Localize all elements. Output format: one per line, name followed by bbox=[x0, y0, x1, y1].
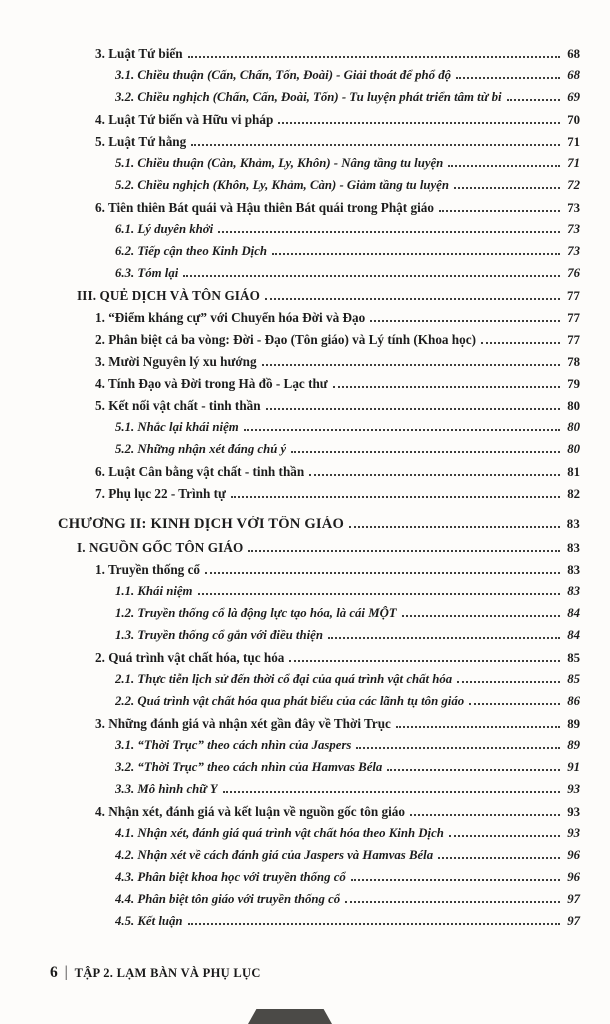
toc-entry bbox=[115, 68, 580, 90]
toc-entry bbox=[95, 804, 580, 826]
toc-entry bbox=[95, 716, 580, 738]
toc-dotted-leader bbox=[481, 342, 560, 344]
toc-entry-page-number: 93 bbox=[567, 826, 580, 840]
toc-entry-page-number: 79 bbox=[567, 377, 580, 391]
toc-entry-label: 6.2. Tiếp cận theo Kinh Dịch bbox=[115, 244, 268, 258]
toc-entry-label: 3. Những đánh giá và nhận xét gần đây về Thời Trục bbox=[95, 716, 391, 731]
toc-entry-page-number: 72 bbox=[567, 178, 580, 192]
toc-entry-page-number: 84 bbox=[567, 606, 580, 620]
toc-entry bbox=[115, 672, 580, 694]
toc-entry-label: 1.2. Truyền thống cổ là động lực tạo hóa, là cái MỘT bbox=[115, 606, 397, 620]
toc-entry-label: 4.4. Phân biệt tôn giáo với truyền thống cổ bbox=[115, 892, 341, 906]
toc-entry-page-number: 97 bbox=[567, 914, 580, 928]
toc-entry bbox=[115, 178, 580, 200]
toc-entry bbox=[115, 826, 580, 848]
toc-entry bbox=[95, 112, 580, 134]
toc-entry bbox=[115, 442, 580, 464]
toc-entry-label: 3. Mười Nguyên lý xu hướng bbox=[95, 354, 257, 369]
toc-entry-label: 4.5. Kết luận bbox=[115, 914, 183, 928]
toc-entry-label: 3.2. “Thời Trục” theo cách nhìn của Hamvas Béla bbox=[115, 760, 383, 774]
toc-entry-page-number: 80 bbox=[567, 399, 580, 413]
toc-entry bbox=[115, 420, 580, 442]
toc-entry-label: 2.1. Thực tiễn lịch sử đến thời cổ đại của quá trình vật chất hóa bbox=[115, 672, 453, 686]
toc-entry-page-number: 77 bbox=[567, 289, 580, 303]
toc-entry-page-number: 93 bbox=[567, 805, 580, 819]
toc-entry-page-number: 68 bbox=[567, 68, 580, 82]
toc-entry-page-number: 73 bbox=[567, 222, 580, 236]
toc-entry-label: 1. “Điểm kháng cự” với Chuyển hóa Đời và Đạo bbox=[95, 310, 366, 325]
toc-dotted-leader bbox=[198, 593, 560, 595]
toc-entry-label: 3. Luật Tứ biến bbox=[95, 46, 183, 61]
toc-entry-label: 3.1. Chiều thuận (Cấn, Chấn, Tốn, Đoài) - Giải thoát để phổ độ bbox=[115, 68, 451, 82]
toc-dotted-leader bbox=[309, 474, 560, 476]
toc-dotted-leader bbox=[448, 165, 560, 167]
toc-entry-page-number: 71 bbox=[567, 135, 580, 149]
toc-dotted-leader bbox=[248, 550, 560, 552]
toc-entry bbox=[115, 266, 580, 288]
toc-entry-label: 2.2. Quá trình vật chất hóa qua phát biểu của các lãnh tụ tôn giáo bbox=[115, 694, 465, 708]
toc-entry-label: 6. Tiên thiên Bát quái và Hậu thiên Bát quái trong Phật giáo bbox=[95, 200, 434, 215]
toc-entry-label: 3.3. Mô hình chữ Y bbox=[115, 782, 218, 796]
toc-entry-page-number: 71 bbox=[567, 156, 580, 170]
toc-entry-label: 6.1. Lý duyên khởi bbox=[115, 222, 214, 236]
toc-dotted-leader bbox=[507, 99, 560, 101]
toc-dotted-leader bbox=[218, 231, 560, 233]
toc-dotted-leader bbox=[272, 253, 560, 255]
toc-entry bbox=[115, 156, 580, 178]
toc-dotted-leader bbox=[349, 526, 560, 528]
toc-entry bbox=[95, 46, 580, 68]
toc-dotted-leader bbox=[351, 879, 560, 881]
toc-entry-page-number: 89 bbox=[567, 738, 580, 752]
toc-entry-label: 5.2. Những nhận xét đáng chú ý bbox=[115, 442, 287, 456]
toc-list bbox=[50, 46, 580, 936]
toc-entry bbox=[95, 650, 580, 672]
toc-dotted-leader bbox=[289, 660, 560, 662]
toc-dotted-leader bbox=[183, 275, 560, 277]
toc-entry bbox=[115, 760, 580, 782]
toc-entry-page-number: 83 bbox=[566, 517, 580, 531]
toc-entry-page-number: 91 bbox=[567, 760, 580, 774]
toc-entry bbox=[115, 738, 580, 760]
toc-entry bbox=[115, 222, 580, 244]
toc-entry-label: 6.3. Tóm lại bbox=[115, 266, 179, 280]
toc-dotted-leader bbox=[457, 681, 560, 683]
toc-entry-label: 4. Tính Đạo và Đời trong Hà đồ - Lạc thư bbox=[95, 376, 328, 391]
toc-entry-page-number: 80 bbox=[567, 442, 580, 456]
toc-entry-page-number: 73 bbox=[567, 201, 580, 215]
toc-dotted-leader bbox=[333, 386, 560, 388]
toc-dotted-leader bbox=[328, 637, 560, 639]
toc-entry-page-number: 82 bbox=[567, 487, 580, 501]
toc-entry-page-number: 84 bbox=[567, 628, 580, 642]
toc-dotted-leader bbox=[205, 572, 560, 574]
toc-entry bbox=[115, 870, 580, 892]
toc-entry-label: 1.1. Khái niệm bbox=[115, 584, 193, 598]
toc-dotted-leader bbox=[231, 496, 560, 498]
toc-entry bbox=[95, 486, 580, 508]
toc-entry bbox=[115, 628, 580, 650]
toc-entry-label: 6. Luật Cân bằng vật chất - tinh thần bbox=[95, 464, 305, 479]
toc-entry-page-number: 86 bbox=[567, 694, 580, 708]
toc-entry-label: 4.2. Nhận xét về cách đánh giá của Jaspers và Hamvas Béla bbox=[115, 848, 434, 862]
toc-entry-label: 4.1. Nhận xét, đánh giá quá trình vật chất hóa theo Kinh Dịch bbox=[115, 826, 444, 840]
toc-entry-page-number: 89 bbox=[567, 717, 580, 731]
toc-entry-label: 5.2. Chiều nghịch (Khôn, Ly, Khảm, Càn) - Giảm tầng tu luyện bbox=[115, 178, 449, 192]
toc-entry-page-number: 96 bbox=[567, 870, 580, 884]
page-footer bbox=[50, 964, 261, 982]
toc-entry-page-number: 93 bbox=[567, 782, 580, 796]
toc-entry bbox=[115, 90, 580, 112]
toc-entry-label: 7. Phụ lục 22 - Trình tự bbox=[95, 486, 226, 501]
toc-entry bbox=[115, 782, 580, 804]
toc-entry-label: 1.3. Truyền thống cổ gắn với điều thiện bbox=[115, 628, 323, 642]
toc-entry-label: 4.3. Phân biệt khoa học với truyền thống cổ bbox=[115, 870, 346, 884]
toc-entry-page-number: 80 bbox=[567, 420, 580, 434]
toc-dotted-leader bbox=[370, 320, 560, 322]
toc-entry-label: 5. Kết nối vật chất - tinh thần bbox=[95, 398, 261, 413]
toc-entry bbox=[95, 332, 580, 354]
toc-entry-page-number: 83 bbox=[567, 563, 580, 577]
toc-entry bbox=[58, 516, 580, 540]
toc-dotted-leader bbox=[439, 210, 560, 212]
toc-dotted-leader bbox=[356, 747, 560, 749]
toc-entry-page-number: 83 bbox=[567, 541, 580, 555]
toc-dotted-leader bbox=[438, 857, 560, 859]
toc-entry-label: I. NGUỒN GỐC TÔN GIÁO bbox=[77, 540, 244, 555]
toc-entry-page-number: 68 bbox=[567, 47, 580, 61]
toc-dotted-leader bbox=[191, 144, 560, 146]
toc-dotted-leader bbox=[223, 791, 560, 793]
toc-entry bbox=[115, 584, 580, 606]
toc-entry bbox=[77, 540, 580, 562]
toc-entry-label: CHƯƠNG II: KINH DỊCH VỚI TÔN GIÁO bbox=[58, 516, 345, 532]
toc-dotted-leader bbox=[188, 923, 560, 925]
toc-entry-page-number: 73 bbox=[567, 244, 580, 258]
toc-entry bbox=[95, 200, 580, 222]
toc-entry-page-number: 85 bbox=[567, 651, 580, 665]
toc-dotted-leader bbox=[244, 429, 560, 431]
footer-separator: | bbox=[64, 963, 68, 982]
toc-entry bbox=[77, 288, 580, 310]
toc-entry-page-number: 97 bbox=[567, 892, 580, 906]
toc-dotted-leader bbox=[291, 451, 560, 453]
toc-dotted-leader bbox=[456, 77, 560, 79]
toc-entry-page-number: 70 bbox=[567, 113, 580, 127]
toc-entry-label: 5. Luật Tứ hằng bbox=[95, 134, 187, 149]
toc-entry-page-number: 81 bbox=[567, 465, 580, 479]
toc-entry bbox=[115, 694, 580, 716]
toc-dotted-leader bbox=[262, 364, 560, 366]
toc-entry-page-number: 96 bbox=[567, 848, 580, 862]
toc-entry-label: 4. Nhận xét, đánh giá và kết luận về nguồn gốc tôn giáo bbox=[95, 804, 405, 819]
toc-dotted-leader bbox=[387, 769, 560, 771]
toc-dotted-leader bbox=[449, 835, 560, 837]
toc-entry-page-number: 77 bbox=[567, 311, 580, 325]
toc-entry bbox=[95, 376, 580, 398]
toc-dotted-leader bbox=[188, 56, 560, 58]
toc-entry bbox=[115, 848, 580, 870]
toc-entry-label: 3.1. “Thời Trục” theo cách nhìn của Jaspers bbox=[115, 738, 352, 752]
toc-entry-page-number: 76 bbox=[567, 266, 580, 280]
toc-entry-label: 1. Truyền thống cổ bbox=[95, 562, 201, 577]
toc-entry-label: 5.1. Chiều thuận (Càn, Khảm, Ly, Khôn) - Nâng tầng tu luyện bbox=[115, 156, 444, 170]
toc-dotted-leader bbox=[402, 615, 560, 617]
scan-edge-artifact bbox=[248, 1009, 332, 1024]
toc-entry bbox=[95, 562, 580, 584]
toc-dotted-leader bbox=[396, 726, 560, 728]
footer-page-number: 6 bbox=[50, 964, 58, 981]
toc-entry bbox=[95, 398, 580, 420]
toc-dotted-leader bbox=[410, 814, 560, 816]
toc-dotted-leader bbox=[454, 187, 560, 189]
toc-entry-label: 2. Quá trình vật chất hóa, tục hóa bbox=[95, 650, 285, 665]
toc-entry bbox=[95, 354, 580, 376]
toc-entry bbox=[95, 464, 580, 486]
toc-dotted-leader bbox=[278, 122, 560, 124]
toc-entry bbox=[115, 244, 580, 266]
toc-entry-label: 2. Phân biệt cả ba vòng: Đời - Đạo (Tôn giáo) và Lý tính (Khoa học) bbox=[95, 332, 476, 347]
toc-entry-label: III. QUẺ DỊCH VÀ TÔN GIÁO bbox=[77, 288, 261, 303]
toc-entry bbox=[95, 310, 580, 332]
toc-dotted-leader bbox=[266, 408, 560, 410]
toc-entry-page-number: 85 bbox=[567, 672, 580, 686]
toc-entry-label: 3.2. Chiều nghịch (Chấn, Cấn, Đoài, Tốn) - Tu luyện phát triển tâm từ bi bbox=[115, 90, 502, 104]
toc-entry bbox=[115, 892, 580, 914]
footer-book-title: TẬP 2. LẠM BÀN VÀ PHỤ LỤC bbox=[74, 965, 261, 980]
toc-dotted-leader bbox=[265, 298, 560, 300]
toc-entry-page-number: 77 bbox=[567, 333, 580, 347]
toc-entry-label: 5.1. Nhắc lại khái niệm bbox=[115, 420, 239, 434]
toc-entry-page-number: 78 bbox=[567, 355, 580, 369]
toc-entry-page-number: 83 bbox=[567, 584, 580, 598]
toc-dotted-leader bbox=[345, 901, 560, 903]
toc-entry bbox=[95, 134, 580, 156]
toc-entry-page-number: 69 bbox=[567, 90, 580, 104]
toc-dotted-leader bbox=[469, 703, 560, 705]
toc-entry-label: 4. Luật Tứ biến và Hữu vi pháp bbox=[95, 112, 274, 127]
toc-entry bbox=[115, 914, 580, 936]
toc-entry bbox=[115, 606, 580, 628]
